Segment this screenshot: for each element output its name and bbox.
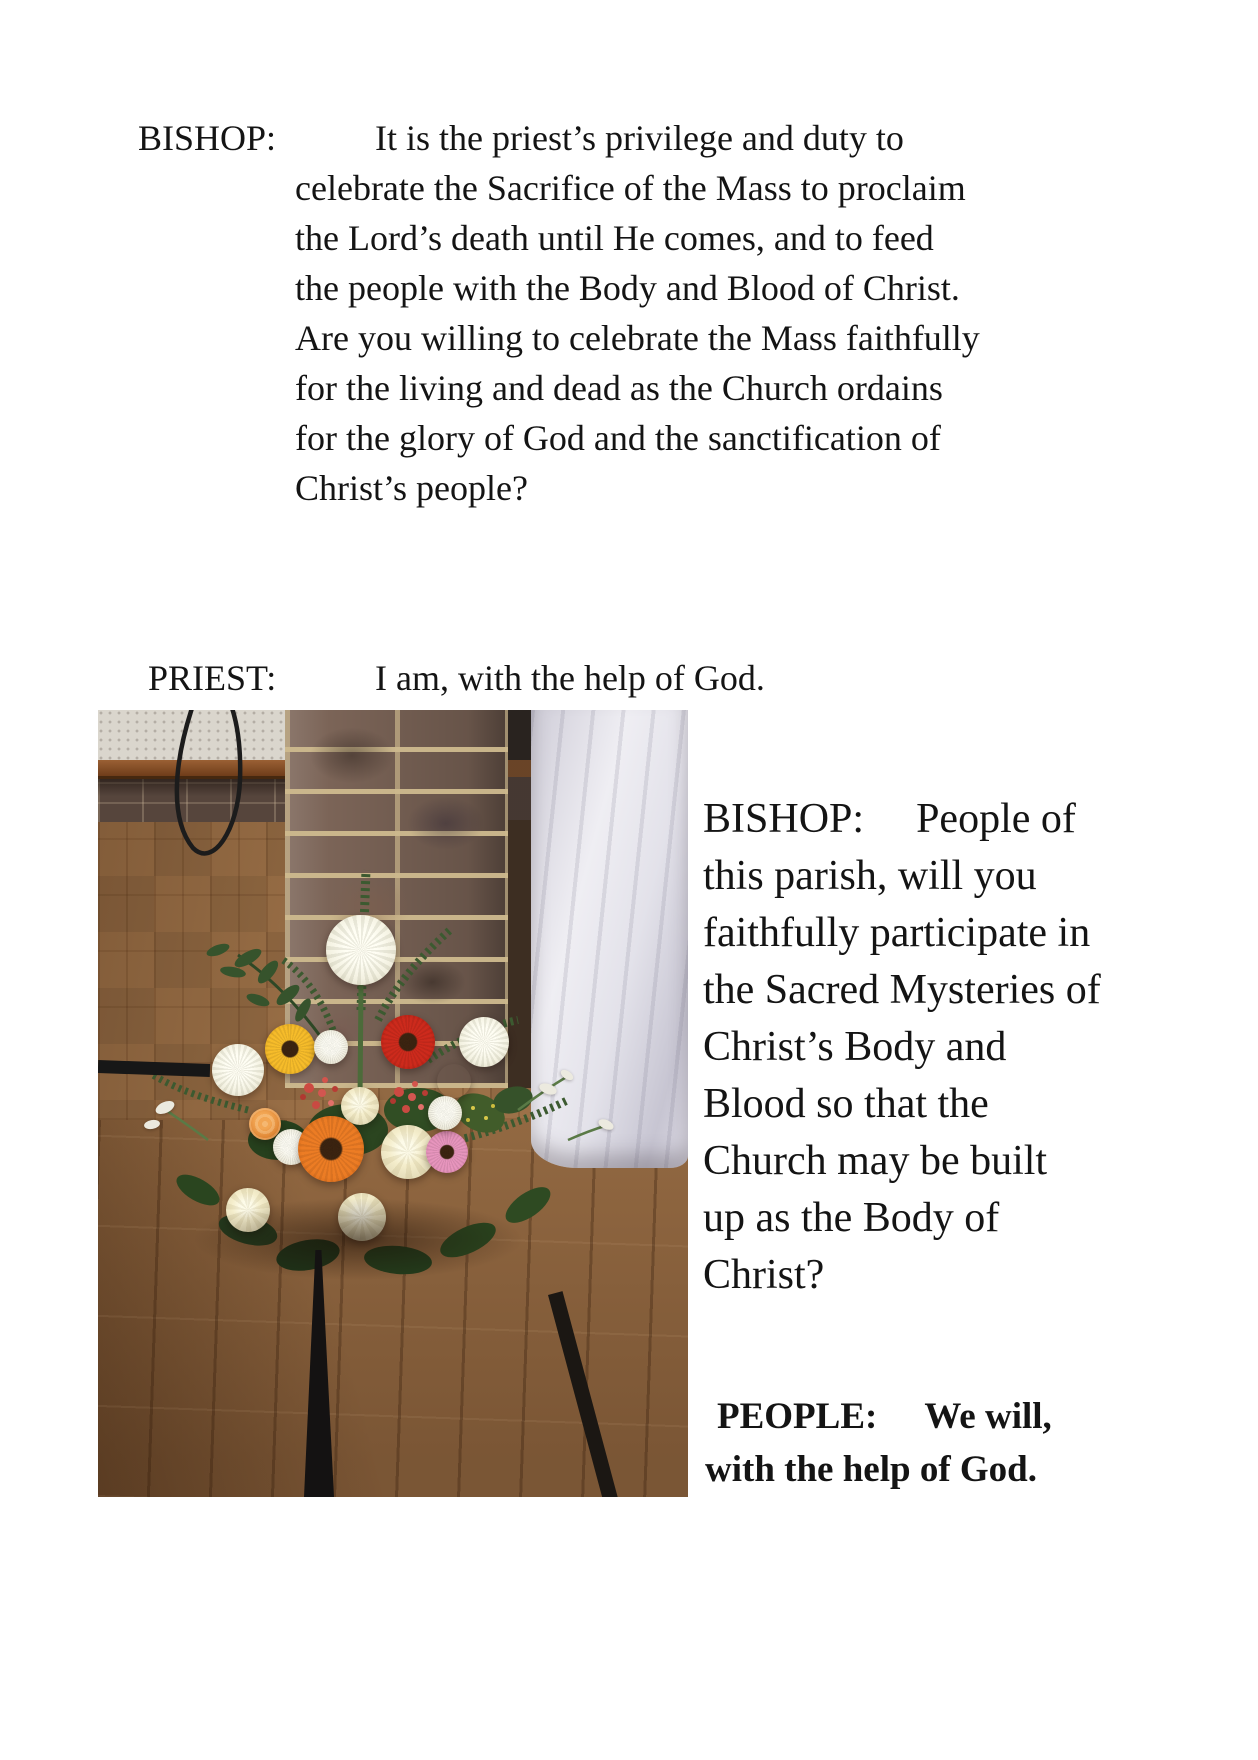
dialogue-line: Blood so that the — [703, 1081, 989, 1127]
bishop-question-2 — [703, 791, 1143, 1304]
dialogue-line: with the help of God. — [705, 1449, 1038, 1490]
dialogue-line: up as the Body of — [703, 1195, 1000, 1241]
people-response — [705, 1390, 1145, 1496]
orange-gerbera — [298, 1116, 364, 1182]
nandina-leaves — [205, 941, 314, 1024]
cable-and-greenery — [98, 710, 688, 1497]
dialogue-line-text: We will, — [924, 1396, 1052, 1437]
dialogue-line: the Lord’s death until He comes, and to feed — [295, 218, 934, 258]
white-carnation-right — [428, 1096, 462, 1130]
dialogue-line: for the living and dead as the Church ordains — [295, 368, 943, 408]
dialogue-line: celebrate the Sacrifice of the Mass to proclaim — [295, 168, 966, 208]
dialogue-line — [705, 1390, 1145, 1443]
dialogue-line: Are you willing to celebrate the Mass faithfully — [295, 318, 980, 358]
dialogue-line: Christ? — [703, 1252, 825, 1298]
bishop-question-paragraph — [295, 113, 1085, 513]
dialogue-line: the Sacred Mysteries of — [703, 967, 1101, 1013]
red-berries-left — [304, 1083, 314, 1093]
pink-gerbera — [426, 1131, 468, 1173]
white-dahlia-left — [212, 1044, 264, 1096]
white-dahlia-top — [326, 915, 396, 985]
red-gerbera — [381, 1015, 435, 1069]
dialogue-line: faithfully participate in — [703, 910, 1091, 956]
dialogue-line: the people with the Body and Blood of Christ. — [295, 268, 960, 308]
black-cable — [177, 710, 240, 853]
dialogue-line: Church may be built — [703, 1138, 1048, 1184]
yellow-gerbera — [265, 1024, 315, 1074]
speaker-label-bishop-top: BISHOP: — [138, 118, 277, 158]
priest-response: I am, with the help of God. — [375, 658, 765, 698]
dialogue-line — [703, 791, 1143, 848]
dialogue-line-text: People of — [916, 796, 1076, 842]
photo-flower-arrangement — [98, 710, 688, 1497]
white-carnation — [314, 1030, 348, 1064]
speaker-label-bishop-right: BISHOP: — [703, 796, 865, 842]
red-berries-right — [394, 1087, 404, 1097]
yellow-spider-mum — [437, 1064, 471, 1098]
dialogue-line: for the glory of God and the sanctification of — [295, 418, 941, 458]
white-dahlia-right — [459, 1017, 509, 1067]
arrangement-shadow — [193, 1198, 523, 1280]
speaker-label-people: PEOPLE: — [717, 1396, 878, 1437]
dialogue-line: Christ’s Body and — [703, 1024, 1007, 1070]
speaker-label-priest: PRIEST: — [148, 658, 277, 698]
flower-stem — [360, 985, 361, 1100]
dialogue-line: Christ’s people? — [295, 468, 528, 508]
dialogue-line: this parish, will you — [703, 853, 1037, 899]
dialogue-line: It is the priest’s privilege and duty to — [375, 118, 904, 158]
